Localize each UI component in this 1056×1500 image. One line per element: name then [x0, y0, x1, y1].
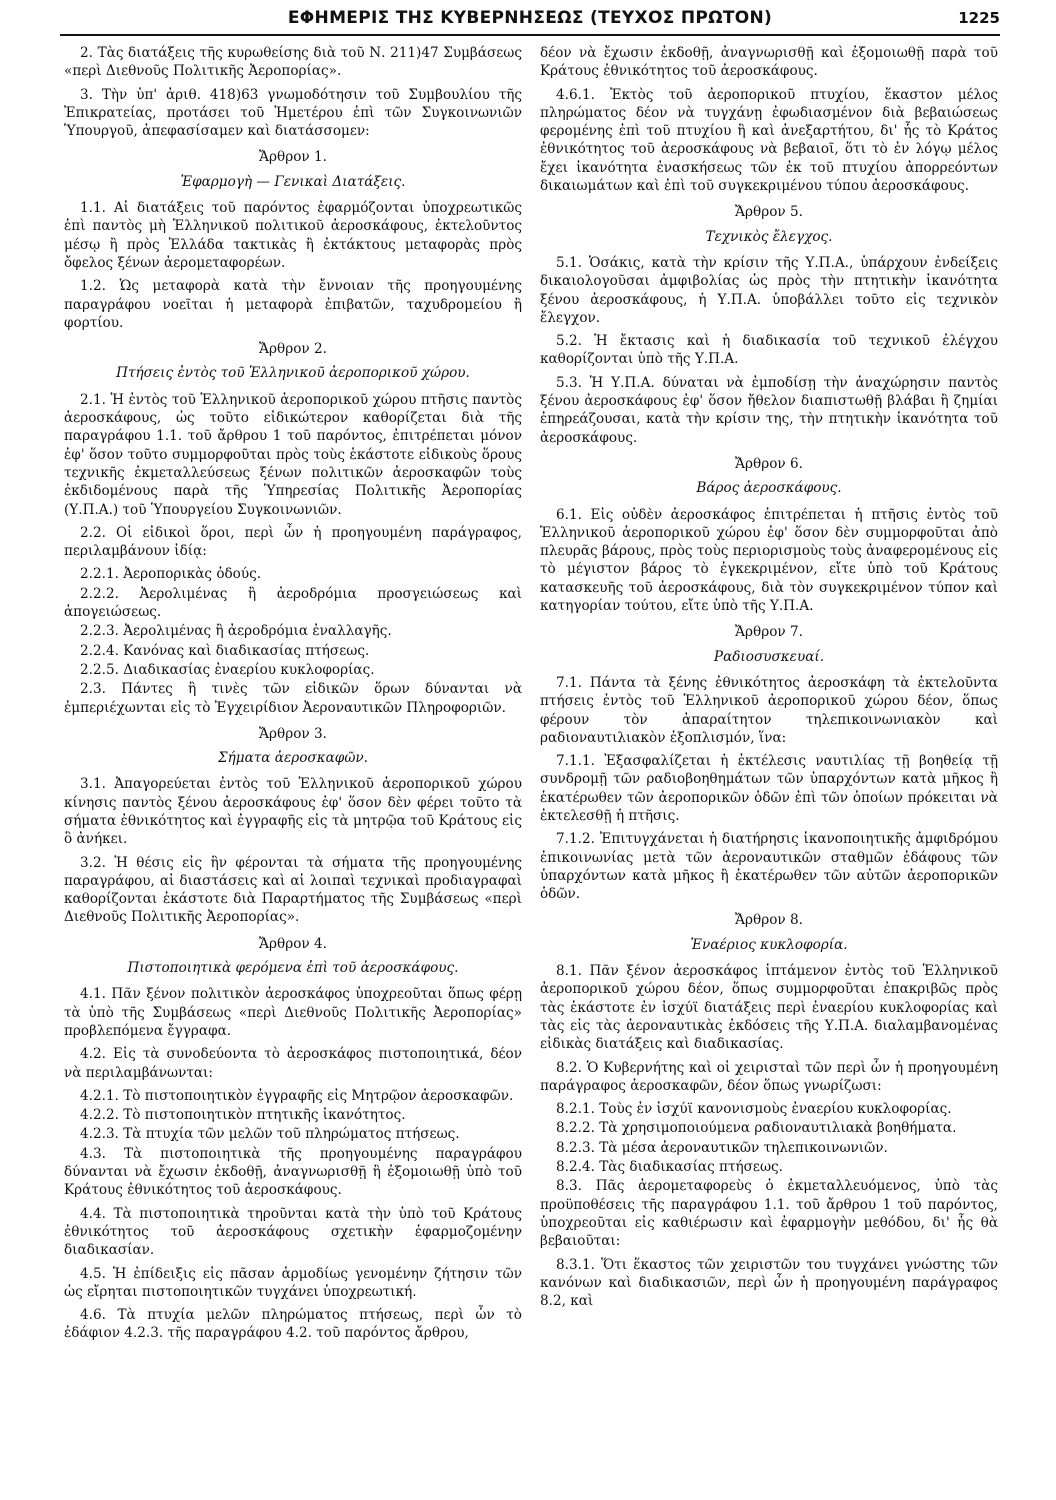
right-column: [540, 44, 998, 1494]
paragraph: 5.1. Ὁσάκις, κατὰ τὴν κρίσιν τῆς Υ.Π.Α., ὑπάρχουν ἐνδείξεις δικαιολογοῦσαι ἀμφιβολίας ὡς πρὸς τὴν πτητικὴν ἱκανότητα ξένου ἀεροσκάφους, ἡ Υ.Π.Α. ὑποβάλλει τοῦτο εἰς τεχνικὸν ἔλεγχον.: [540, 254, 998, 326]
list-item: 4.2.3. Τὰ πτυχία τῶν μελῶν τοῦ πληρώματος πτήσεως.: [80, 1126, 460, 1143]
list-item: 2.2.3. Ἀερολιμένας ἢ ἀεροδρόμια ἐναλλαγῆς.: [80, 623, 392, 640]
article-title: Ραδιοσυσκευαί.: [713, 648, 825, 665]
paragraph: 4.6. Τὰ πτυχία μελῶν πληρώματος πτήσεως, περὶ ὧν τὸ ἐδάφιον 4.2.3. τῆς παραγράφου 4.2. τοῦ παρόντος ἄρθρου,: [64, 1307, 522, 1342]
article-number: Ἄρθρον 6.: [735, 455, 803, 472]
paragraph: 1.2. Ὡς μεταφορὰ κατὰ τὴν ἔννοιαν τῆς προηγουμένης παραγράφου νοεῖται ἡ μεταφορὰ ἐπιβατῶν, ταχυδρομείου ἢ φορτίου.: [64, 278, 522, 331]
article-number: Ἄρθρον 8.: [735, 912, 803, 929]
paragraph: 7.1. Πάντα τὰ ξένης ἐθνικότητος ἀεροσκάφη τὰ ἐκτελοῦντα πτήσεις ἐντὸς τοῦ Ἑλληνικοῦ ἀεροπορικοῦ χώρου δέον, ὅπως φέρουν τὸν ἀπαραίτητον τηλεπικοινωνιακὸν καὶ ραδιοναυτιλιακὸν ἐξοπλισμόν, ἵνα:: [540, 674, 998, 746]
list-item: 8.2.4. Τὰς διαδικασίας πτήσεως.: [556, 1159, 783, 1176]
article-number: Ἄρθρον 4.: [259, 935, 327, 952]
paragraph: 3.2. Ἡ θέσις εἰς ἣν φέρονται τὰ σήματα τῆς προηγουμένης παραγράφου, αἱ διαστάσεις καὶ αἱ λοιπαὶ τεχνικαὶ προδιαγραφαὶ καθορίζονται ἑκάστοτε διὰ Παραρτήματος τῆς Συμβάσεως «περὶ Διεθνοῦς Πολιτικῆς Ἀεροπορίας».: [64, 854, 522, 926]
article-title: Τεχνικὸς ἔλεγχος.: [705, 228, 833, 245]
paragraph: 4.4. Τὰ πιστοποιητικὰ τηροῦνται κατὰ τὴν ὑπὸ τοῦ Κράτους ἐθνικότητος τοῦ ἀεροσκάφους σχετικὴν ἐφαρμοζομένην διαδικασίαν.: [64, 1205, 522, 1259]
list-item: 2.2.2. Ἀερολιμένας ἢ ἀεροδρόμια προσγειώσεως καὶ ἀπογειώσεως.: [64, 585, 522, 621]
paragraph: 2.3. Πάντες ἢ τινὲς τῶν εἰδικῶν ὅρων δύνανται νὰ ἐμπεριέχωνται εἰς τὸ Ἐγχειρίδιον Ἀεροναυτικῶν Πληροφοριῶν.: [64, 681, 522, 716]
list-item: 2.2.1. Ἀεροπορικὰς ὁδούς.: [80, 566, 262, 583]
paragraph: 4.5. Ἡ ἐπίδειξις εἰς πᾶσαν ἁρμοδίως γενομένην ζήτησιν τῶν ὡς εἴρηται πιστοποιητικῶν τυγχάνει ὑποχρεωτική.: [64, 1265, 522, 1300]
article-number: Ἄρθρον 1.: [259, 149, 327, 166]
list-item: 4.2.1. Τὸ πιστοποιητικὸν ἐγγραφῆς εἰς Μητρῷον ἀεροσκαφῶν.: [80, 1087, 514, 1104]
paragraph: 7.1.1. Ἐξασφαλίζεται ἡ ἐκτέλεσις ναυτιλίας τῇ βοηθείᾳ τῇ συνδρομῇ τῶν ραδιοβοηθημάτων τῶν ὑπαρχόντων κατὰ μῆκος ἢ ἑκατέρωθεν τῶν ἀεροπορικῶν ὁδῶν ἐπὶ τῶν ὁποίων πρόκειται νὰ ἐκτελεσθῇ ἡ πτῆσις.: [540, 753, 998, 824]
paragraph: 6.1. Εἰς οὐδὲν ἀεροσκάφος ἐπιτρέπεται ἡ πτῆσις ἐντὸς τοῦ Ἑλληνικοῦ ἀεροπορικοῦ χώρου ἐφ' ὅσον δὲν συμμορφοῦται ἀπὸ πλευρᾶς βάρους, πρὸς τοὺς περιορισμοὺς τοὺς ἀναφερομένους εἰς τὸ μέγιστον βάρος τὸ ἐγκεκριμένον, εἴτε ὑπὸ τοῦ Κράτους κατασκευῆς τοῦ ἀεροσκάφους, διὰ τὸν συγκεκριμένον τύπον καὶ κατηγορίαν τούτου, εἴτε ὑπὸ τῆς Υ.Π.Α.: [540, 506, 998, 615]
paragraph: 4.1. Πᾶν ξένον πολιτικὸν ἀεροσκάφος ὑποχρεοῦται ὅπως φέρῃ τὰ ὑπὸ τῆς Συμβάσεως «περὶ Διεθνοῦς Πολιτικῆς Ἀεροπορίας» προβλεπόμενα ἔγγραφα.: [64, 986, 522, 1039]
paragraph: δέον νὰ ἔχωσιν ἐκδοθῇ, ἀναγνωρισθῇ καὶ ἐξομοιωθῇ παρὰ τοῦ Κράτους ἐθνικότητος τοῦ ἀεροσκάφους.: [540, 45, 998, 80]
article-title: Σήματα ἀεροσκαφῶν.: [217, 750, 368, 767]
paragraph: 8.1. Πᾶν ξένον ἀεροσκάφος ἱπτάμενον ἐντὸς τοῦ Ἑλληνικοῦ ἀεροπορικοῦ χώρου δέον, ὅπως συμμορφοῦται ἐπακριβῶς πρὸς τὰς ἑκάστοτε ἐν ἰσχύϊ διατάξεις περὶ ἐναερίου κυκλοφορίας καὶ τὰς εἰς τὰς ἀεροναυτικὰς ἐκδόσεις τῆς Υ.Π.Α. διαλαμβανομένας εἰδικὰς διατάξεις καὶ διαδικασίας.: [540, 963, 998, 1053]
article-title: Πιστοποιητικὰ φερόμενα ἐπὶ τοῦ ἀεροσκάφους.: [127, 960, 459, 977]
list-item: 2.2.4. Κανόνας καὶ διαδικασίας πτήσεως.: [80, 642, 370, 659]
paragraph: 2.2. Οἱ εἰδικοὶ ὅροι, περὶ ὧν ἡ προηγουμένη παράγραφος, περιλαμβάνουν ἰδίᾳ:: [64, 524, 522, 560]
paragraph: 4.3. Τὰ πιστοποιητικὰ τῆς προηγουμένης παραγράφου δύνανται νὰ ἔχωσιν ἐκδοθῇ, ἀναγνωρισθῇ ἢ ἐξομοιωθῇ ὑπὸ τοῦ Κράτους ἐθνικότητος τοῦ ἀεροσκάφους.: [64, 1145, 522, 1199]
list-item: 8.2.1. Τοὺς ἐν ἰσχύϊ κανονισμοὺς ἐναερίου κυκλοφορίας.: [556, 1101, 952, 1118]
paragraph: 4.2. Εἰς τὰ συνοδεύοντα τὸ ἀεροσκάφος πιστοποιητικά, δέον νὰ περιλαμβάνωνται:: [64, 1046, 522, 1081]
article-title: Ἐφαρμογὴ — Γενικαὶ Διατάξεις.: [180, 173, 406, 190]
list-item: 4.2.2. Τὸ πιστοποιητικὸν πτητικῆς ἱκανότητος.: [80, 1107, 406, 1124]
paragraph: 8.3.1. Ὅτι ἕκαστος τῶν χειριστῶν του τυγχάνει γνώστης τῶν κανόνων καὶ διαδικασιῶν, περὶ ὧν ἡ προηγουμένη παράγραφος 8.2, καὶ: [540, 1256, 998, 1310]
article-number: Ἄρθρον 3.: [259, 725, 327, 742]
paragraph: 2. Τὰς διατάξεις τῆς κυρωθείσης διὰ τοῦ Ν. 211)47 Συμβάσεως «περὶ Διεθνοῦς Πολιτικῆς Ἀεροπορίας».: [64, 45, 522, 80]
paragraph: 8.3. Πᾶς ἀερομεταφορεὺς ὁ ἐκμεταλλευόμενος, ὑπὸ τὰς προϋποθέσεις τῆς παραγράφου 1.1. τοῦ ἄρθρου 1 τοῦ παρόντος, ὑποχρεοῦται εἰς καθιέρωσιν καὶ ἐφαρμογὴν μεθόδου, δι' ἧς θὰ βεβαιοῦται:: [540, 1178, 998, 1250]
list-item: 8.2.3. Τὰ μέσα ἀεροναυτικῶν τηλεπικοινωνιῶν.: [556, 1139, 888, 1156]
article-title: Ἐναέριος κυκλοφορία.: [690, 936, 848, 953]
list-item: 8.2.2. Τὰ χρησιμοποιούμενα ραδιοναυτιλιακὰ βοηθήματα.: [556, 1120, 957, 1137]
paragraph: 1.1. Αἱ διατάξεις τοῦ παρόντος ἐφαρμόζονται ὑποχρεωτικῶς ἐπὶ παντὸς μὴ Ἑλληνικοῦ πολιτικοῦ ἀεροσκάφους, ἐκτελοῦντος μέσῳ ἢ πρὸς Ἑλλάδα τακτικὰς ἢ ἐκτάκτους μεταφορὰς πρὸς ὄφελος ξένων ἀερομεταφορέων.: [64, 200, 522, 271]
paragraph: 5.2. Ἡ ἔκτασις καὶ ἡ διαδικασία τοῦ τεχνικοῦ ἐλέγχου καθορίζονται ὑπὸ τῆς Υ.Π.Α.: [540, 333, 998, 368]
paragraph: 2.1. Ἡ ἐντὸς τοῦ Ἑλληνικοῦ ἀεροπορικοῦ χώρου πτῆσις παντὸς ἀεροσκάφους, ὡς τοῦτο εἰδικώτερον καθορίζεται διὰ τῆς παραγράφου 1.1. τοῦ ἄρθρου 1 τοῦ παρόντος, ἐπιτρέπεται μόνον ἐφ' ὅσον τοῦτο συμμορφοῦται πρὸς τοὺς ἑκάστοτε εἰδικοὺς ὅρους τεχνικῆς ἐκμεταλλεύσεως ξένων πολιτικῶν ἀεροσκαφῶν τοὺς ἐκδιδομένους παρὰ τῆς Ὑπηρεσίας Πολιτικῆς Ἀεροπορίας (Υ.Π.Α.) τοῦ Ὑπουργείου Συγκοινωνιῶν.: [64, 391, 522, 518]
article-number: Ἄρθρον 2.: [259, 341, 327, 358]
paragraph: 7.1.2. Ἐπιτυγχάνεται ἡ διατήρησις ἱκανοποιητικῆς ἀμφιδρόμου ἐπικοινωνίας μετὰ τῶν ἀεροναυτικῶν σταθμῶν ἐδάφους τῶν ὑπαρχόντων κατὰ μῆκος ἢ ἑκατέρωθεν τῶν αὐτῶν ἀεροπορικῶν ὁδῶν.: [540, 831, 998, 903]
article-number: Ἄρθρον 5.: [735, 204, 803, 221]
page-number: 1225: [958, 9, 1000, 27]
article-title: Βάρος ἀεροσκάφους.: [696, 480, 842, 497]
paragraph: 5.3. Ἡ Υ.Π.Α. δύναται νὰ ἐμποδίσῃ τὴν ἀναχώρησιν παντὸς ξένου ἀεροσκάφους ἐφ' ὅσον ἤθελον διαπιστωθῇ βλάβαι ἢ ζημίαι ἐπηρεάζουσαι, κατὰ τὴν κρίσιν της, τὴν πτητικὴν ἱκανότητα τοῦ ἀεροσκάφους.: [540, 374, 998, 446]
paragraph: 8.2. Ὁ Κυβερνήτης καὶ οἱ χειρισταὶ τῶν περὶ ὧν ἡ προηγουμένη παράγραφος ἀεροσκαφῶν, δέον ὅπως γνωρίζωσι:: [540, 1059, 998, 1094]
paragraph: 4.6.1. Ἐκτὸς τοῦ ἀεροπορικοῦ πτυχίου, ἕκαστον μέλος πληρώματος δέον νὰ τυγχάνῃ ἐφωδιασμένον διὰ βεβαιώσεως φερομένης ἐπὶ τοῦ πτυχίου ἢ καὶ ἀνεξαρτήτου, δι' ἧς τὸ Κράτος ἐθνικότητος τοῦ ἀεροσκάφους νὰ βεβαιοῖ, ὅτι τὸ ἐν λόγῳ μέλος ἔχει ἱκανότητα ἐνασκήσεως τῶν ἐκ τοῦ πτυχίου ἀπορρεόντων δικαιωμάτων καὶ ἐπὶ τοῦ συγκεκριμένου τύπου ἀεροσκάφους.: [540, 86, 998, 195]
list-item: 2.2.5. Διαδικασίας ἐναερίου κυκλοφορίας.: [80, 661, 375, 678]
paragraph: 3.1. Ἀπαγορεύεται ἐντὸς τοῦ Ἑλληνικοῦ ἀεροπορικοῦ χώρου κίνησις παντὸς ξένου ἀεροσκάφους ἐφ' ὅσον δὲν φέρει τοῦτο τὰ σήματα ἐθνικότητος καὶ ἐγγραφῆς εἰς τὰ μητρῷα τοῦ Κράτους εἰς ὃ ἀνήκει.: [64, 776, 522, 848]
running-title: ΕΦΗΜΕΡΙΣ ΤΗΣ ΚΥΒΕΡΝΗΣΕΩΣ (ΤΕΥΧΟΣ ΠΡΩΤΟΝ): [287, 8, 773, 28]
page-header: [60, 6, 1000, 32]
article-title: Πτήσεις ἐντὸς τοῦ Ἑλληνικοῦ ἀεροπορικοῦ χώρου.: [116, 365, 470, 382]
paragraph: 3. Τὴν ὑπ' ἀριθ. 418)63 γνωμοδότησιν τοῦ Συμβουλίου τῆς Ἐπικρατείας, προτάσει τοῦ Ἡμετέρου ἐπὶ τῶν Συγκοινωνιῶν Ὑπουργοῦ, ἀπεφασίσαμεν καὶ διατάσσομεν:: [64, 86, 522, 140]
article-number: Ἄρθρον 7.: [735, 624, 803, 641]
header-rule: [60, 34, 1000, 36]
left-column: [64, 44, 522, 1494]
